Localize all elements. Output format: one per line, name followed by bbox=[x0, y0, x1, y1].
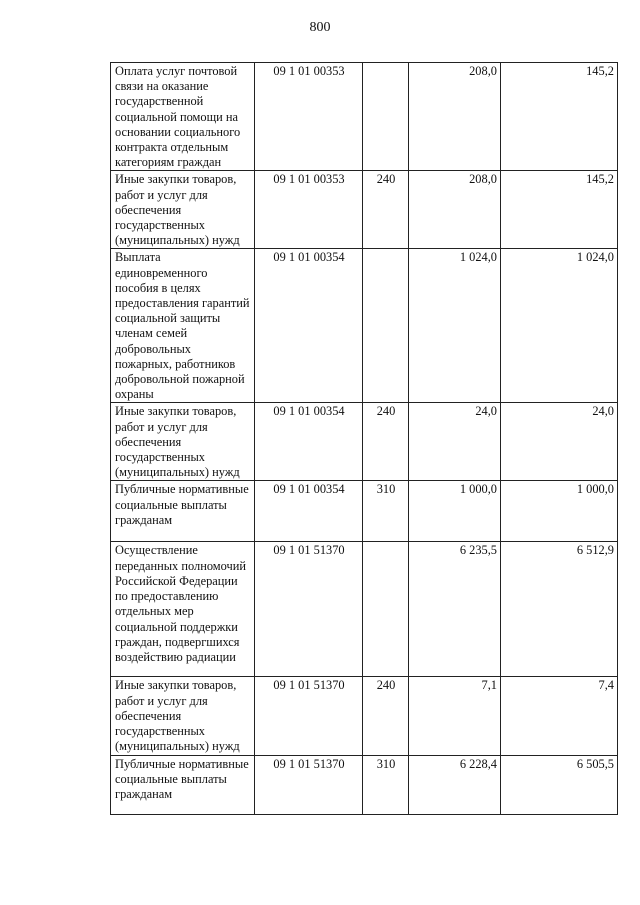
amount-year2-cell: 145,2 bbox=[501, 171, 618, 249]
amount-year2-cell: 7,4 bbox=[501, 677, 618, 755]
target-code-cell: 09 1 01 51370 bbox=[255, 755, 363, 814]
expense-name-cell: Иные закупки товаров, работ и услуг для обеспечения государственных (муниципальных) нужд bbox=[111, 677, 255, 755]
target-code-cell: 09 1 01 00354 bbox=[255, 403, 363, 481]
amount-year2-cell: 1 000,0 bbox=[501, 481, 618, 542]
amount-year2-cell: 6 505,5 bbox=[501, 755, 618, 814]
expense-type-cell: 240 bbox=[363, 171, 409, 249]
expense-type-cell: 240 bbox=[363, 677, 409, 755]
expense-name-cell: Публичные нормативные социальные выплаты гражданам bbox=[111, 481, 255, 542]
expense-type-cell: 310 bbox=[363, 481, 409, 542]
target-code-cell: 09 1 01 51370 bbox=[255, 542, 363, 677]
expense-name-cell: Иные закупки товаров, работ и услуг для обеспечения государственных (муниципальных) нужд bbox=[111, 171, 255, 249]
table-row bbox=[111, 755, 618, 814]
expense-type-cell bbox=[363, 249, 409, 403]
amount-year1-cell: 6 228,4 bbox=[409, 755, 501, 814]
page-number: 800 bbox=[309, 20, 331, 35]
amount-year2-cell: 1 024,0 bbox=[501, 249, 618, 403]
budget-table bbox=[110, 62, 618, 815]
table-row bbox=[111, 249, 618, 403]
amount-year1-cell: 6 235,5 bbox=[409, 542, 501, 677]
amount-year1-cell: 24,0 bbox=[409, 403, 501, 481]
expense-name-cell: Иные закупки товаров, работ и услуг для обеспечения государственных (муниципальных) нужд bbox=[111, 403, 255, 481]
table-row bbox=[111, 481, 618, 542]
amount-year1-cell: 208,0 bbox=[409, 171, 501, 249]
amount-year2-cell: 6 512,9 bbox=[501, 542, 618, 677]
amount-year1-cell: 1 024,0 bbox=[409, 249, 501, 403]
table-row bbox=[111, 677, 618, 755]
amount-year2-cell: 145,2 bbox=[501, 63, 618, 171]
target-code-cell: 09 1 01 00354 bbox=[255, 249, 363, 403]
amount-year2-cell: 24,0 bbox=[501, 403, 618, 481]
target-code-cell: 09 1 01 00353 bbox=[255, 171, 363, 249]
amount-year1-cell: 1 000,0 bbox=[409, 481, 501, 542]
table-row bbox=[111, 171, 618, 249]
amount-year1-cell: 208,0 bbox=[409, 63, 501, 171]
expense-type-cell: 310 bbox=[363, 755, 409, 814]
table-row bbox=[111, 542, 618, 677]
target-code-cell: 09 1 01 51370 bbox=[255, 677, 363, 755]
expense-type-cell: 240 bbox=[363, 403, 409, 481]
target-code-cell: 09 1 01 00353 bbox=[255, 63, 363, 171]
table-row bbox=[111, 403, 618, 481]
expense-type-cell bbox=[363, 63, 409, 171]
expense-type-cell bbox=[363, 542, 409, 677]
table-row bbox=[111, 63, 618, 171]
target-code-cell: 09 1 01 00354 bbox=[255, 481, 363, 542]
expense-name-cell: Осуществление переданных полномочий Российской Федерации по предоставлению отдельных мер социальной поддержки граждан, подвергшихся воздействию радиации bbox=[111, 542, 255, 677]
expense-name-cell: Выплата единовременного пособия в целях предоставления гарантий социальной защиты членам семей добровольных пожарных, работников добровольной пожарной охраны bbox=[111, 249, 255, 403]
expense-name-cell: Публичные нормативные социальные выплаты гражданам bbox=[111, 755, 255, 814]
expense-name-cell: Оплата услуг почтовой связи на оказание государственной социальной помощи на основании социального контракта отдельным категориям граждан bbox=[111, 63, 255, 171]
amount-year1-cell: 7,1 bbox=[409, 677, 501, 755]
